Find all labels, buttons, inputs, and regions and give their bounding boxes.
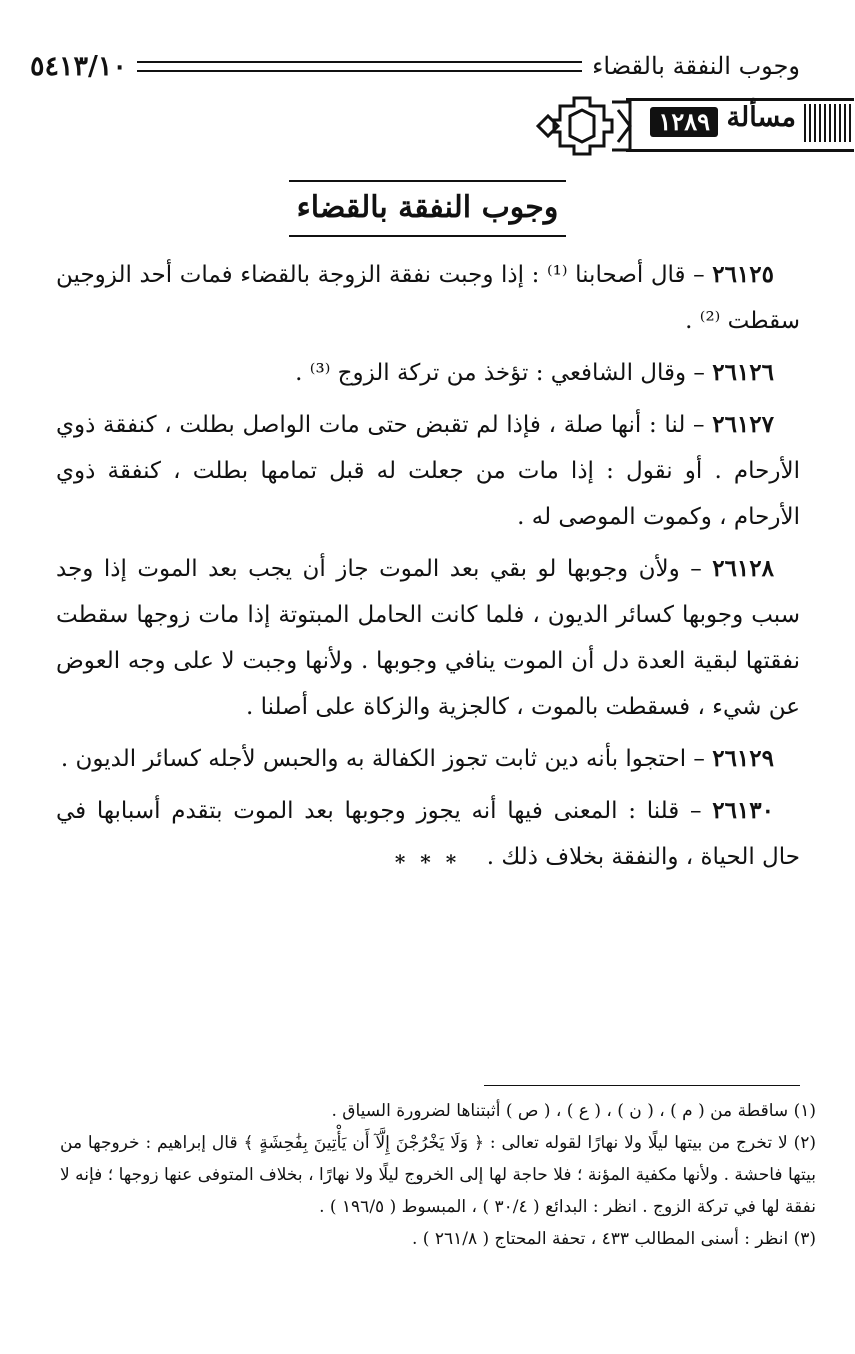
paragraph-number: ٢٦١٣٠ (712, 797, 774, 824)
section-separator: * * * (394, 850, 461, 874)
paragraph (56, 350, 800, 396)
paragraph-text: – ولأن وجوبها لو بقي بعد الموت جاز أن يجب بعد الموت إذا وجد سبب وجوبها كسائر الديون ، فلما كانت الحامل المبتوتة إذا مات زوجها سقطت نفقتها لبقية العدة دل أن الموت ينافي وجوبها . ولأنها وجبت لا على وجه العوض عن شيء ، فسقطت بالموت ، كالجزية والزكاة على أصلنا . (56, 556, 800, 720)
header-double-rule (137, 61, 582, 72)
page-reference: ٥٤١٣/١٠ (30, 50, 127, 82)
footnotes (60, 1095, 816, 1255)
footnote-rule (484, 1085, 800, 1086)
footnote: (٢) لا تخرج من بيتها ليلًا ولا نهارًا لقوله تعالى : ﴿ وَلَا يَخْرُجْنَ إِلَّآ أَن يَأْتِينَ بِفَٰحِشَةٍ ﴾ قال إبراهيم : خروجها من بيتها فاحشة . ولأنها مكفية المؤنة ؛ فلا حاجة لها إلى الخروج ليلًا ولا نهارًا ، بخلاف المتوفى عنها زوجها ؛ فإنه لا نفقة لها في تركة الزوج . انظر : البدائع ( ٣٠/٤ ) ، المبسوط ( ١٩٦/٥ ) . (60, 1133, 816, 1217)
masala-banner (534, 96, 854, 156)
paragraph (56, 546, 800, 730)
banner-bars-ornament (804, 104, 852, 142)
paragraph-number: ٢٦١٢٨ (712, 555, 774, 582)
footnote: (٣) انظر : أسنى المطالب ٤٣٣ ، تحفة المحتاج ( ٢٦١/٨ ) . (412, 1229, 816, 1249)
paragraph (56, 252, 800, 344)
paragraph-number: ٢٦١٢٦ (712, 359, 774, 386)
masala-number: ١٢٨٩ (650, 107, 718, 137)
masala-label: مسألة (726, 102, 796, 133)
running-title: وجوب النفقة بالقضاء (592, 52, 800, 80)
geometric-ornament-icon (534, 96, 634, 156)
paragraph-number: ٢٦١٢٥ (712, 261, 774, 288)
running-header (30, 46, 800, 86)
paragraph (56, 736, 800, 782)
paragraph-number: ٢٦١٢٧ (712, 411, 774, 438)
paragraph (56, 402, 800, 540)
paragraph-text: – لنا : أنها صلة ، فإذا لم تقبض حتى مات الواصل بطلت ، كنفقة ذوي الأرحام . أو نقول : إذا مات من جعلت له قبل تمامها بطلت ، كنفقة ذوي الأرحام ، وكموت الموصى له . (56, 412, 800, 530)
paragraph-text: – احتجوا بأنه دين ثابت تجوز الكفالة به والحبس لأجله كسائر الديون . (60, 746, 713, 772)
title-wrap (0, 180, 855, 237)
paragraph-text: – قال أصحابنا ⁽¹⁾ : إذا وجبت نفقة الزوجة بالقضاء فمات أحد الزوجين سقطت ⁽²⁾ . (56, 262, 800, 334)
body-text (56, 252, 800, 886)
paragraph-text: – قلنا : المعنى فيها أنه يجوز وجوبها بعد الموت بتقدم أسبابها في حال الحياة ، والنفقة بخلاف ذلك . (56, 798, 800, 870)
paragraph-number: ٢٦١٢٩ (712, 745, 774, 772)
footnote: (١) ساقطة من ( م ) ، ( ن ) ، ( ع ) ، ( ص ) أثبتناها لضرورة السياق . (331, 1101, 816, 1121)
paragraph-text: – وقال الشافعي : تؤخذ من تركة الزوج ⁽³⁾ . (295, 360, 713, 386)
page-title: وجوب النفقة بالقضاء (289, 180, 567, 237)
